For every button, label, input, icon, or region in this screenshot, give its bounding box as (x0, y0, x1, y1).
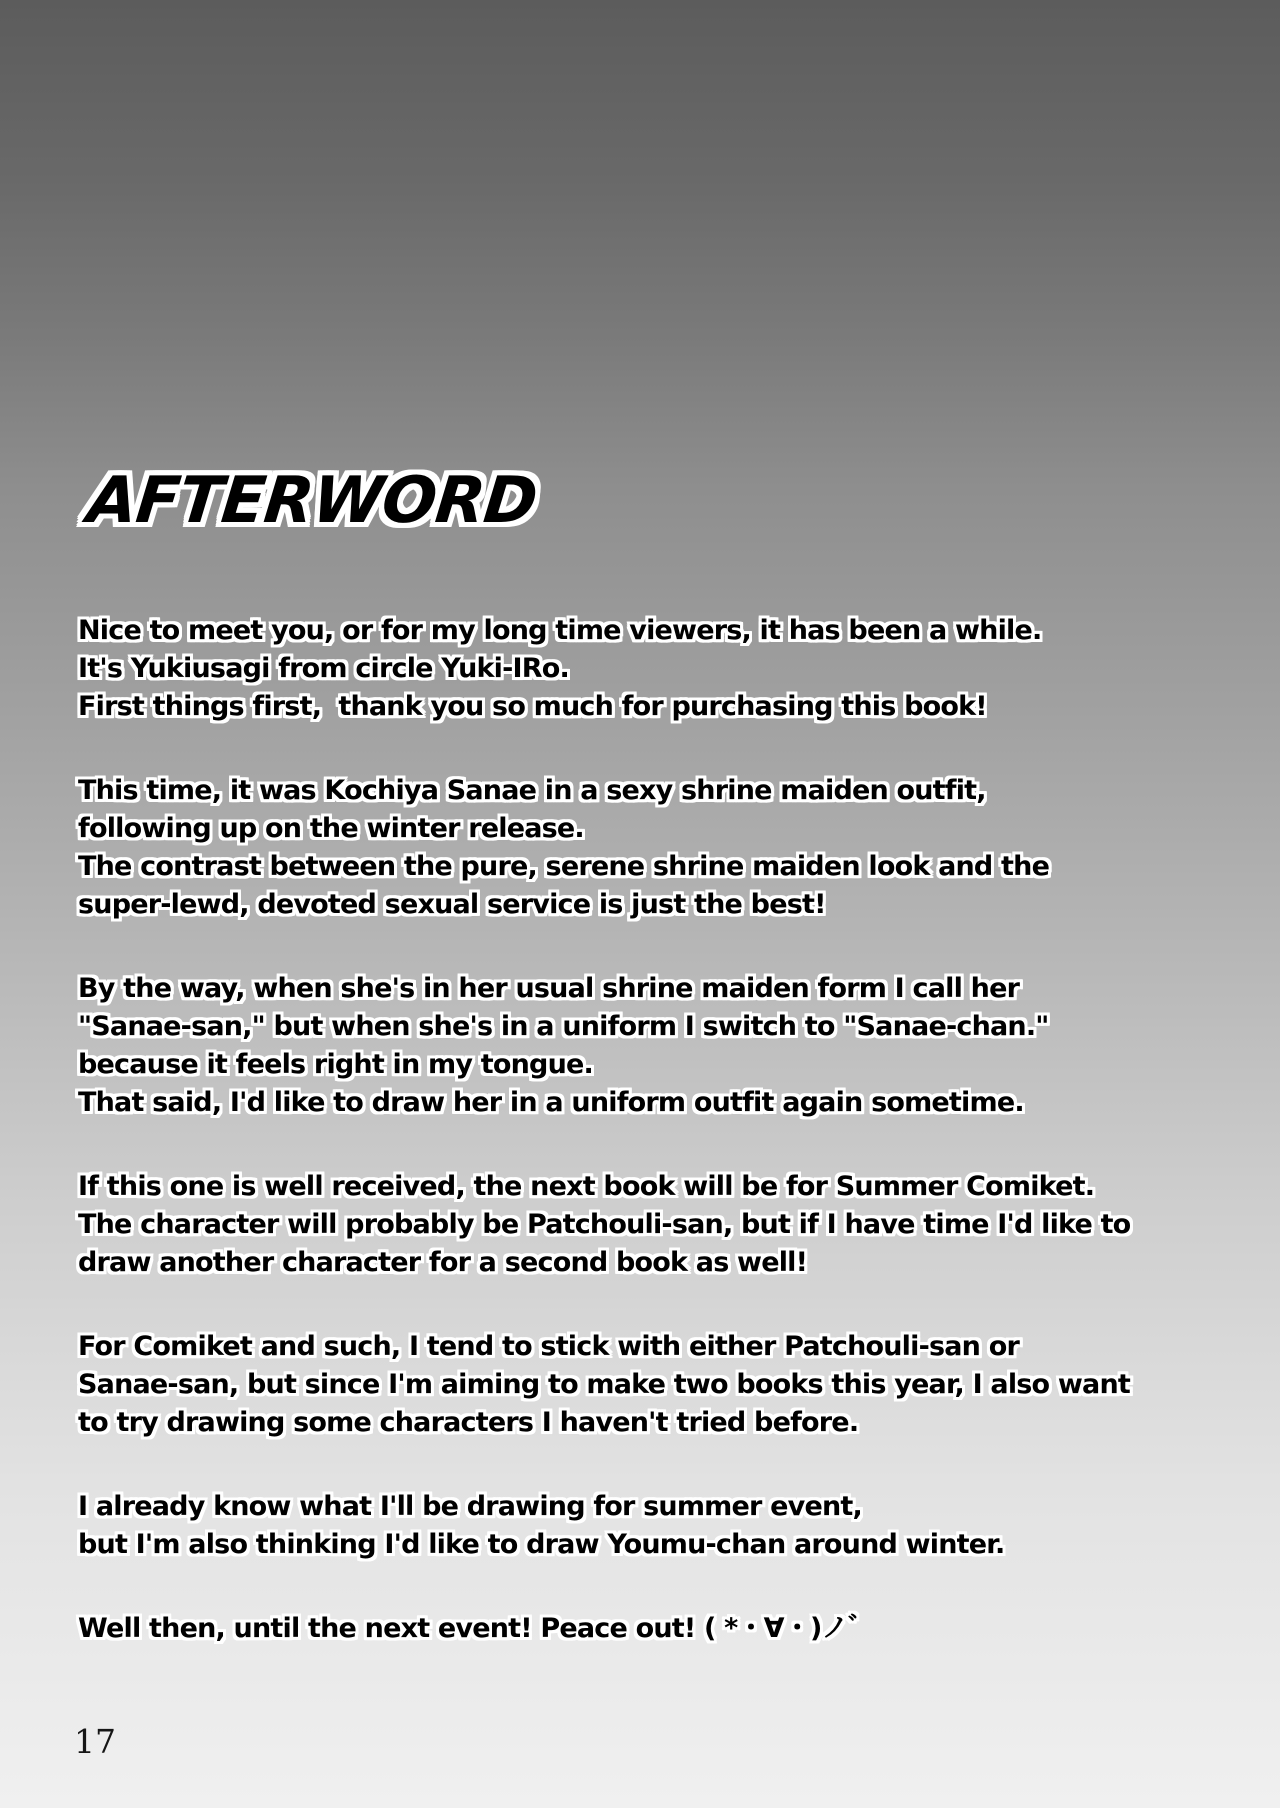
text-line: For Comiket and such, I tend to stick with either Patchouli-san or (78, 1331, 1019, 1362)
text-line: draw another character for a second book as well! (78, 1247, 808, 1278)
paragraph-greeting (78, 612, 1130, 726)
text-line: super-lewd, devoted sexual service is just the best! (78, 889, 826, 920)
paragraph-farewell (78, 1610, 1130, 1648)
text-line: The contrast between the pure, serene shrine maiden look and the (78, 851, 1050, 882)
page-title: AFTERWORD (84, 464, 541, 538)
text-line: Well then, until the next event! Peace out! ( *・∀・)ノ゛ (78, 1613, 874, 1644)
text-line: because it feels right in my tongue. (78, 1049, 593, 1080)
paragraph-next-book (78, 1168, 1130, 1282)
text-line: "Sanae-san," but when she's in a uniform I switch to "Sanae-chan." (78, 1011, 1049, 1042)
paragraph-comiket (78, 1328, 1130, 1442)
page-number: 17 (74, 1722, 116, 1761)
text-line: Nice to meet you, or for my long time viewers, it has been a while. (78, 615, 1042, 646)
paragraph-this-book (78, 772, 1130, 924)
paragraph-naming (78, 970, 1130, 1122)
text-line: This time, it was Kochiya Sanae in a sexy shrine maiden outfit, (78, 775, 986, 806)
paragraph-plans (78, 1488, 1130, 1564)
text-line: That said, I'd like to draw her in a uniform outfit again sometime. (78, 1087, 1024, 1118)
text-line: It's Yukiusagi from circle Yuki-IRo. (78, 653, 569, 684)
text-line: First things first, thank you so much for purchasing this book! (78, 691, 987, 722)
afterword-body (78, 612, 1130, 1694)
text-line: If this one is well received, the next book will be for Summer Comiket. (78, 1171, 1095, 1202)
text-line: The character will probably be Patchouli-san, but if I have time I'd like to (78, 1209, 1131, 1240)
text-line: By the way, when she's in her usual shrine maiden form I call her (78, 973, 1020, 1004)
text-line: to try drawing some characters I haven't tried before. (78, 1407, 859, 1438)
text-line: but I'm also thinking I'd like to draw Youmu-chan around winter. (78, 1529, 1005, 1560)
text-line: I already know what I'll be drawing for summer event, (78, 1491, 862, 1522)
text-line: following up on the winter release. (78, 813, 584, 844)
text-line: Sanae-san, but since I'm aiming to make two books this year, I also want (78, 1369, 1130, 1400)
